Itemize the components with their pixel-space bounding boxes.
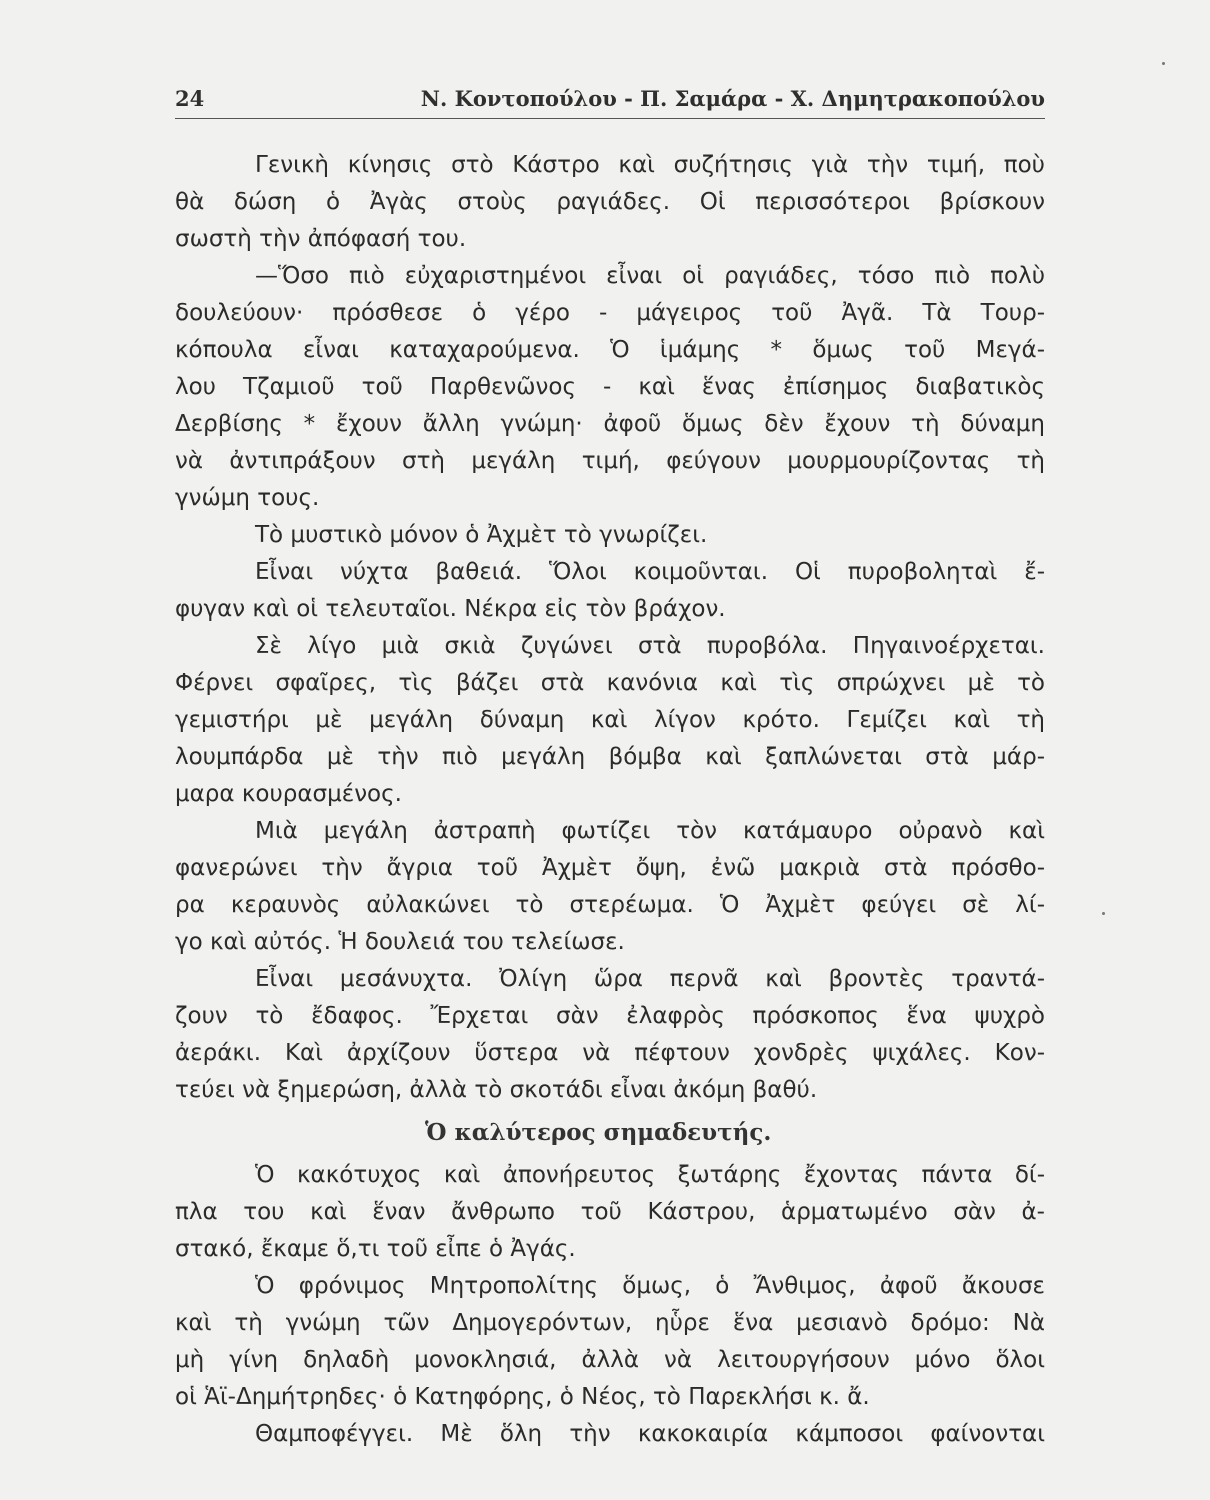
text-line: γνώμη τους. [175,485,320,511]
paper-speck [1162,62,1165,65]
text-line: Εἶναι μεσάνυχτα. Ὀλίγη ὥρα περνᾶ καὶ βροντὲς τραντά- [255,966,1045,992]
text-line: πλα του καὶ ἕναν ἄνθρωπο τοῦ Κάστρου, ἁρματωμένο σὰν ἀ- [175,1199,1045,1225]
page-header [175,86,1045,120]
text-line: Γενικὴ κίνησις στὸ Κάστρο καὶ συζήτησις γιὰ τὴν τιμή, ποὺ [255,152,1045,178]
text-line: οἱ Ἁϊ-Δημήτρηδες· ὁ Κατηφόρης, ὁ Νέος, τὸ Παρεκλήσι κ. ἄ. [175,1384,870,1410]
text-line: Ὁ κακότυχος καὶ ἀπονήρευτος ξωτάρης ἔχοντας πάντα δί- [255,1162,1045,1188]
text-line: κόπουλα εἶναι καταχαρούμενα. Ὁ ἱμάμης * ὅμως τοῦ Μεγά- [175,337,1045,363]
text-line: στακό, ἔκαμε ὅ,τι τοῦ εἶπε ὁ Ἀγάς. [175,1236,576,1262]
text-line: ζουν τὸ ἔδαφος. Ἔρχεται σὰν ἐλαφρὸς πρόσκοπος ἕνα ψυχρὸ [175,1003,1045,1029]
text-line: φυγαν καὶ οἱ τελευταῖοι. Νέκρα εἰς τὸν βράχον. [175,596,726,622]
text-line: Δερβίσης * ἔχουν ἄλλη γνώμη· ἀφοῦ ὅμως δὲν ἔχουν τὴ δύναμη [175,411,1045,437]
text-line: λου Τζαμιοῦ τοῦ Παρθενῶνος - καὶ ἕνας ἐπίσημος διαβατικὸς [175,374,1045,400]
text-line: Φέρνει σφαῖρες, τὶς βάζει στὰ κανόνια καὶ τὶς σπρώχνει μὲ τὸ [175,670,1045,696]
body-text [175,147,1045,1453]
page-number: 24 [175,86,205,111]
text-line: γο καὶ αὐτός. Ἡ δουλειά του τελείωσε. [175,929,625,955]
text-line: Ὁ φρόνιμος Μητροπολίτης ὅμως, ὁ Ἄνθιμος, ἀφοῦ ἄκουσε [255,1273,1045,1299]
text-line: τεύει νὰ ξημερώση, ἀλλὰ τὸ σκοτάδι εἶναι ἀκόμη βαθύ. [175,1077,818,1103]
section-heading: Ὁ καλύτερος σημαδευτής. [425,1119,772,1146]
text-line: μαρα κουρασμένος. [175,781,402,807]
text-line: γεμιστήρι μὲ μεγάλη δύναμη καὶ λίγον κρότο. Γεμίζει καὶ τὴ [175,707,1045,733]
running-head: Ν. Κοντοπούλου - Π. Σαμάρα - Χ. Δημητρακοπούλου [420,86,1045,111]
text-line: Εἶναι νύχτα βαθειά. Ὅλοι κοιμοῦνται. Οἱ πυροβοληταὶ ἔ- [255,559,1045,585]
text-line: σωστὴ τὴν ἀπόφασή του. [175,226,467,252]
text-line: Μιὰ μεγάλη ἀστραπὴ φωτίζει τὸν κατάμαυρο οὐρανὸ καὶ [255,818,1045,844]
text-line: μὴ γίνη δηλαδὴ μονοκλησιά, ἀλλὰ νὰ λειτουργήσουν μόνο ὅλοι [175,1347,1045,1373]
text-line: δουλεύουν· πρόσθεσε ὁ γέρο - μάγειρος τοῦ Ἀγᾶ. Τὰ Τουρ- [175,300,1045,326]
text-line: ρα κεραυνὸς αὐλακώνει τὸ στερέωμα. Ὁ Ἀχμὲτ φεύγει σὲ λί- [175,892,1045,918]
text-line: νὰ ἀντιπράξουν στὴ μεγάλη τιμή, φεύγουν μουρμουρίζοντας τὴ [175,448,1045,474]
text-line: καὶ τὴ γνώμη τῶν Δημογερόντων, ηὗρε ἕνα μεσιανὸ δρόμο: Νὰ [175,1310,1045,1336]
text-line: —Ὅσο πιὸ εὐχαριστημένοι εἶναι οἱ ραγιάδες, τόσο πιὸ πολὺ [255,263,1045,289]
header-rule [175,118,1045,119]
text-line: Σὲ λίγο μιὰ σκιὰ ζυγώνει στὰ πυροβόλα. Πηγαινοέρχεται. [255,633,1045,659]
text-line: Θαμποφέγγει. Μὲ ὅλη τὴν κακοκαιρία κάμποσοι φαίνονται [255,1421,1045,1447]
text-line: φανερώνει τὴν ἄγρια τοῦ Ἀχμὲτ ὄψη, ἐνῶ μακριὰ στὰ πρόσθο- [175,855,1045,881]
text-line: Τὸ μυστικὸ μόνον ὁ Ἀχμὲτ τὸ γνωρίζει. [255,522,708,548]
paper-speck [1102,912,1105,915]
text-line: λουμπάρδα μὲ τὴν πιὸ μεγάλη βόμβα καὶ ξαπλώνεται στὰ μάρ- [175,744,1045,770]
text-line: θὰ δώση ὁ Ἀγὰς στοὺς ραγιάδες. Οἱ περισσότεροι βρίσκουν [175,189,1045,215]
text-line: ἀεράκι. Καὶ ἀρχίζουν ὕστερα νὰ πέφτουν χονδρὲς ψιχάλες. Κον- [175,1040,1045,1066]
